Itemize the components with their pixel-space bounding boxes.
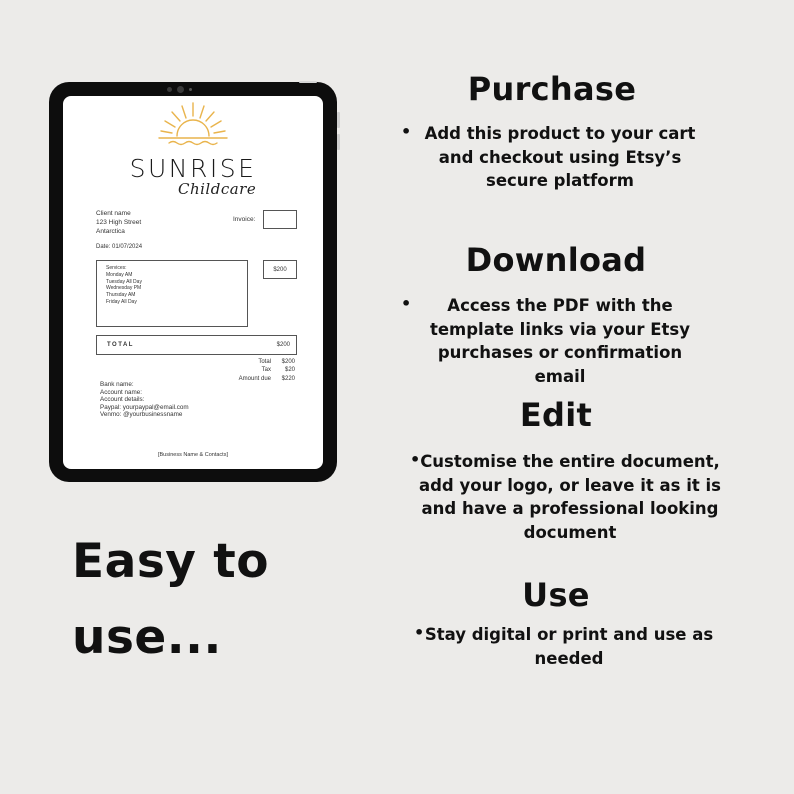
summary-value: $200 (281, 359, 295, 365)
bank-details (100, 381, 189, 419)
summary-value: $220 (281, 375, 295, 382)
camera-lens (177, 86, 184, 93)
summary-row (203, 375, 295, 383)
sun-logo-icon (155, 100, 231, 150)
text-line: document (523, 522, 617, 542)
text-line: purchases or confirmation email (437, 343, 683, 386)
service-item: Tuesday All Day (106, 278, 142, 285)
text-line: secure platform (486, 171, 634, 190)
text-line: Access the PDF with the (447, 296, 673, 315)
text-line: Customise the entire document, (420, 452, 720, 471)
account-details: Account details: (100, 396, 145, 404)
paypal: Paypal: yourpaypal@email.com (100, 403, 189, 411)
camera-dot (167, 87, 172, 92)
service-item: Friday All Day (106, 298, 137, 305)
invoice-date: Date: 01/07/2024 (96, 244, 143, 250)
total-label: TOTAL (107, 342, 134, 348)
summary-label: Tax (261, 367, 271, 374)
volume-up-button (337, 112, 340, 128)
invoice-label: Invoice: (233, 216, 256, 223)
summary-label: Amount due (238, 375, 271, 382)
text-line: and have a professional looking (421, 499, 719, 518)
bullet-icon: • (401, 294, 412, 313)
section-text-use (424, 623, 714, 670)
section-title-download: Download (465, 241, 647, 279)
top-button (299, 81, 317, 83)
summary-table (203, 358, 295, 383)
account-name: Account name: (100, 388, 143, 396)
section-text-purchase (412, 122, 708, 193)
business-contacts: [Business Name & Contacts] (157, 452, 228, 458)
service-item: Monday AM (106, 271, 133, 278)
section-text-download (410, 294, 710, 388)
services-box (96, 260, 248, 327)
tagline-line-1: Easy to (72, 534, 270, 589)
text-line: add your logo, or leave it as it is (418, 475, 721, 495)
sensor-dot (189, 88, 192, 91)
bank-name: Bank name: (100, 381, 134, 388)
brand-script: Childcare (178, 180, 257, 198)
summary-label: Total (258, 359, 271, 365)
summary-row (203, 366, 295, 374)
bullet-icon: • (414, 623, 425, 642)
summary-value: $20 (284, 367, 295, 374)
text-line: template links via your Etsy (429, 319, 691, 339)
section-title-purchase: Purchase (467, 70, 637, 108)
service-item: Thursday AM (106, 292, 136, 299)
client-street: 123 High Street (96, 219, 142, 226)
section-text-edit (418, 450, 722, 544)
services-heading: Services: (106, 265, 127, 271)
invoice-document (63, 96, 323, 469)
client-details (96, 209, 141, 236)
text-line: and checkout using Etsy’s (438, 147, 682, 167)
bullet-icon: • (410, 450, 421, 469)
section-title-use: Use (522, 576, 590, 614)
client-name: Client name (96, 210, 131, 217)
volume-down-button (337, 134, 340, 150)
services-price: $200 (263, 260, 297, 279)
tablet-mockup (49, 82, 337, 482)
invoice-number-box (263, 210, 297, 229)
total-bar (96, 335, 297, 355)
total-value: $200 (276, 342, 290, 348)
summary-row (203, 358, 295, 366)
tagline-line-2: use... (72, 610, 222, 665)
brand-name: SUNRISE (129, 154, 257, 183)
text-line: Stay digital or print and use as (424, 625, 714, 644)
venmo: Venmo: @yourbusinessname (100, 411, 183, 419)
client-country: Antarctica (96, 228, 125, 235)
section-title-edit: Edit (519, 396, 593, 434)
service-item: Wednesday PM (106, 285, 142, 292)
text-line: Add this product to your cart (424, 124, 696, 143)
text-line: needed (534, 648, 604, 668)
bullet-icon: • (401, 122, 412, 141)
